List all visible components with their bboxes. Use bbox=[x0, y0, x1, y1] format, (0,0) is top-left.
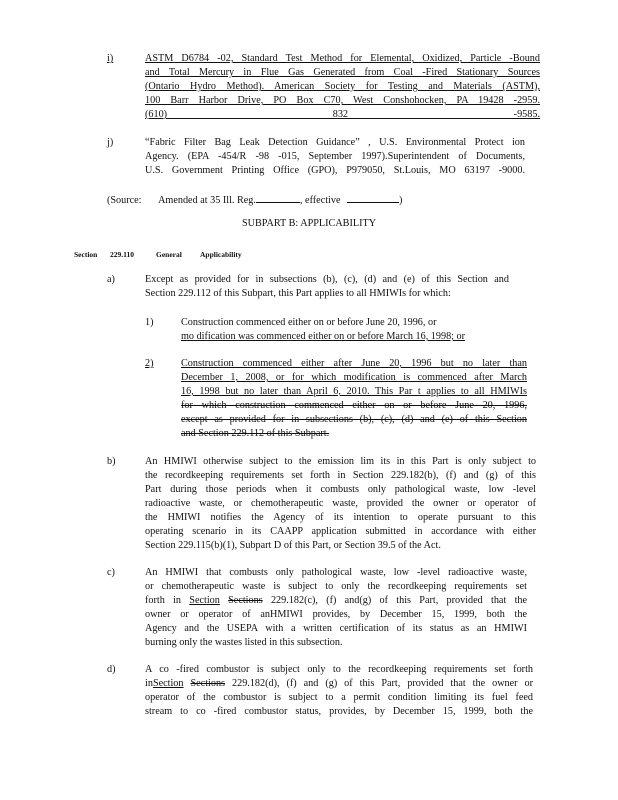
subsection-c-line: An HMIWI that combusts only pathological waste, low -level radioactive waste, bbox=[145, 567, 527, 578]
subpart-heading: SUBPART B: APPLICABILITY bbox=[241, 218, 377, 229]
subsection-c-line: or chemotherapeutic waste is subject to only the recordkeeping requirements set bbox=[145, 581, 527, 592]
subsection-d-line: operator of the combustor is subject to a permit condition limiting its fuel feed bbox=[145, 692, 533, 703]
subsection-a1-label: 1) bbox=[145, 317, 154, 328]
subsection-a-label: a) bbox=[107, 274, 115, 285]
source-text-b: , effective bbox=[299, 195, 341, 206]
item-j-text bbox=[145, 136, 525, 178]
subsection-a-line: Except as provided for in subsections (b), (c), (d) and (e) of this Section and bbox=[145, 274, 509, 285]
section-word: Section bbox=[74, 250, 98, 259]
subsection-a1-line: mo dification was commenced either on or before March 16, 1998; or bbox=[181, 331, 466, 342]
subsection-b-text bbox=[145, 455, 536, 553]
item-i-text bbox=[145, 52, 540, 122]
source-close: ) bbox=[399, 195, 403, 206]
subsection-b-line: the HMIWI notifies the Agency of its intention to operate pursuant to this bbox=[145, 512, 536, 523]
subsection-a2-line: Construction commenced either after June 20, 1996 but no later than bbox=[181, 358, 527, 369]
subsection-b-line: An HMIWI otherwise subject to the emission lim its in this Part is only subject to bbox=[145, 456, 536, 467]
source-note bbox=[107, 192, 447, 208]
subsection-d-text bbox=[145, 663, 533, 719]
deleted-line: and Section 229.112 of this Subpart. bbox=[181, 428, 330, 439]
subsection-b-line: the recordkeeping requirements set forth in Section 229.182(b), (f) and (g) of this bbox=[145, 470, 536, 481]
register-blank bbox=[256, 192, 300, 203]
subsection-b-line: Section 229.115(b)(1), Subpart D of this Part, or Section 39.5 of the Act. bbox=[145, 540, 441, 551]
subsection-a-line: Section 229.112 of this Subpart, this Part applies to all HMIWIs for which: bbox=[145, 288, 451, 299]
subsection-a2-label: 2) bbox=[145, 358, 154, 369]
item-j-line: U.S. Government Printing Office (GPO), P979050, St.Louis, MO 63197 -9000. bbox=[145, 165, 525, 176]
item-i-label: i) bbox=[107, 53, 114, 64]
effective-date-blank bbox=[347, 192, 399, 203]
item-i-line: (Ontario Hydro Method). American Society for Testing and Materials (ASTM), bbox=[145, 81, 540, 92]
subsection-a2-text bbox=[181, 357, 527, 399]
subsection-b-line: operating scenario in its CAAPP application submitted in accordance with either bbox=[145, 526, 536, 537]
deleted-line: except as provided for in subsections (b), (c), (d) and (e) of this Section bbox=[181, 414, 527, 425]
subsection-d-line: stream to co -fired combustor status, provides, by December 15, 1999, both the bbox=[145, 706, 533, 717]
subsection-b-line: Part during those periods when it combusts only pathological waste, low -level bbox=[145, 484, 536, 495]
subsection-c-line: owner or operator of anHMIWI provides, by December 15, 1999, both the bbox=[145, 609, 527, 620]
section-number: 229.110 bbox=[110, 250, 134, 259]
item-j-line: Agency. (EPA -454/R -98 -015, September 1997).Superintendent of Documents, bbox=[145, 151, 525, 162]
subsection-c-label: c) bbox=[107, 567, 115, 578]
item-j-line: “Fabric Filter Bag Leak Detection Guidance” , U.S. Environmental Protect ion bbox=[145, 137, 525, 148]
source-label: (Source: bbox=[107, 195, 142, 206]
deleted-text: Sections bbox=[228, 595, 263, 606]
inserted-text: Section bbox=[152, 678, 184, 689]
deleted-line: for which construction commenced either on or before June 20, 1996, bbox=[181, 400, 527, 411]
subsection-c-line: Agency and the USEPA with a written certification of its status as an HMIWI bbox=[145, 623, 527, 634]
subsection-a2-line: December 1, 2008, or for which modification is commenced after March bbox=[181, 372, 527, 383]
item-i-line: and Total Mercury in Flue Gas Generated from Coal -Fired Stationary Sources bbox=[145, 67, 540, 78]
subsection-c-line: burning only the wastes listed in this subsection. bbox=[145, 637, 343, 648]
subsection-a-text bbox=[145, 273, 509, 301]
deleted-text: Sections bbox=[190, 678, 226, 689]
subsection-a1-text bbox=[181, 316, 513, 344]
subsection-b-label: b) bbox=[107, 456, 116, 467]
subsection-c-text bbox=[145, 566, 527, 650]
item-j-label: j) bbox=[107, 137, 114, 148]
item-i-line: (610) 832 -9585. bbox=[145, 109, 540, 120]
subsection-a1-line: Construction commenced either on or before June 20, 1996, or bbox=[181, 317, 437, 328]
inserted-text: Section bbox=[189, 595, 220, 606]
subsection-a2-line: 16, 1998 but no later than April 6, 2010. This Par t applies to all HMIWIs bbox=[181, 386, 527, 397]
source-text-a: Amended at 35 Ill. Reg. bbox=[158, 195, 256, 206]
subsection-d-label: d) bbox=[107, 664, 116, 675]
subsection-d-line: inSection Sections 229.182(d), (f) and (g) of this Part, provided that the owner or bbox=[145, 678, 534, 689]
section-title-1: General bbox=[156, 250, 182, 259]
subsection-b-line: radioactive waste, or chemotherapeutic waste, provided the owner or operator of bbox=[145, 498, 536, 509]
subsection-c-line: forth in Section Sections 229.182(c), (f) and(g) of this Part, provided that the bbox=[145, 595, 528, 606]
subsection-a2-deleted-text bbox=[181, 399, 527, 441]
section-title-2: Applicability bbox=[200, 250, 242, 259]
subsection-d-line: A co -fired combustor is subject only to the recordkeeping requirements set forth bbox=[145, 664, 533, 675]
item-i-line: 100 Barr Harbor Drive, PO Box C70, West Conshohocken, PA 19428 -2959. bbox=[145, 95, 540, 106]
item-i-line: ASTM D6784 -02, Standard Test Method for Elemental, Oxidized, Particle -Bound bbox=[145, 53, 540, 64]
